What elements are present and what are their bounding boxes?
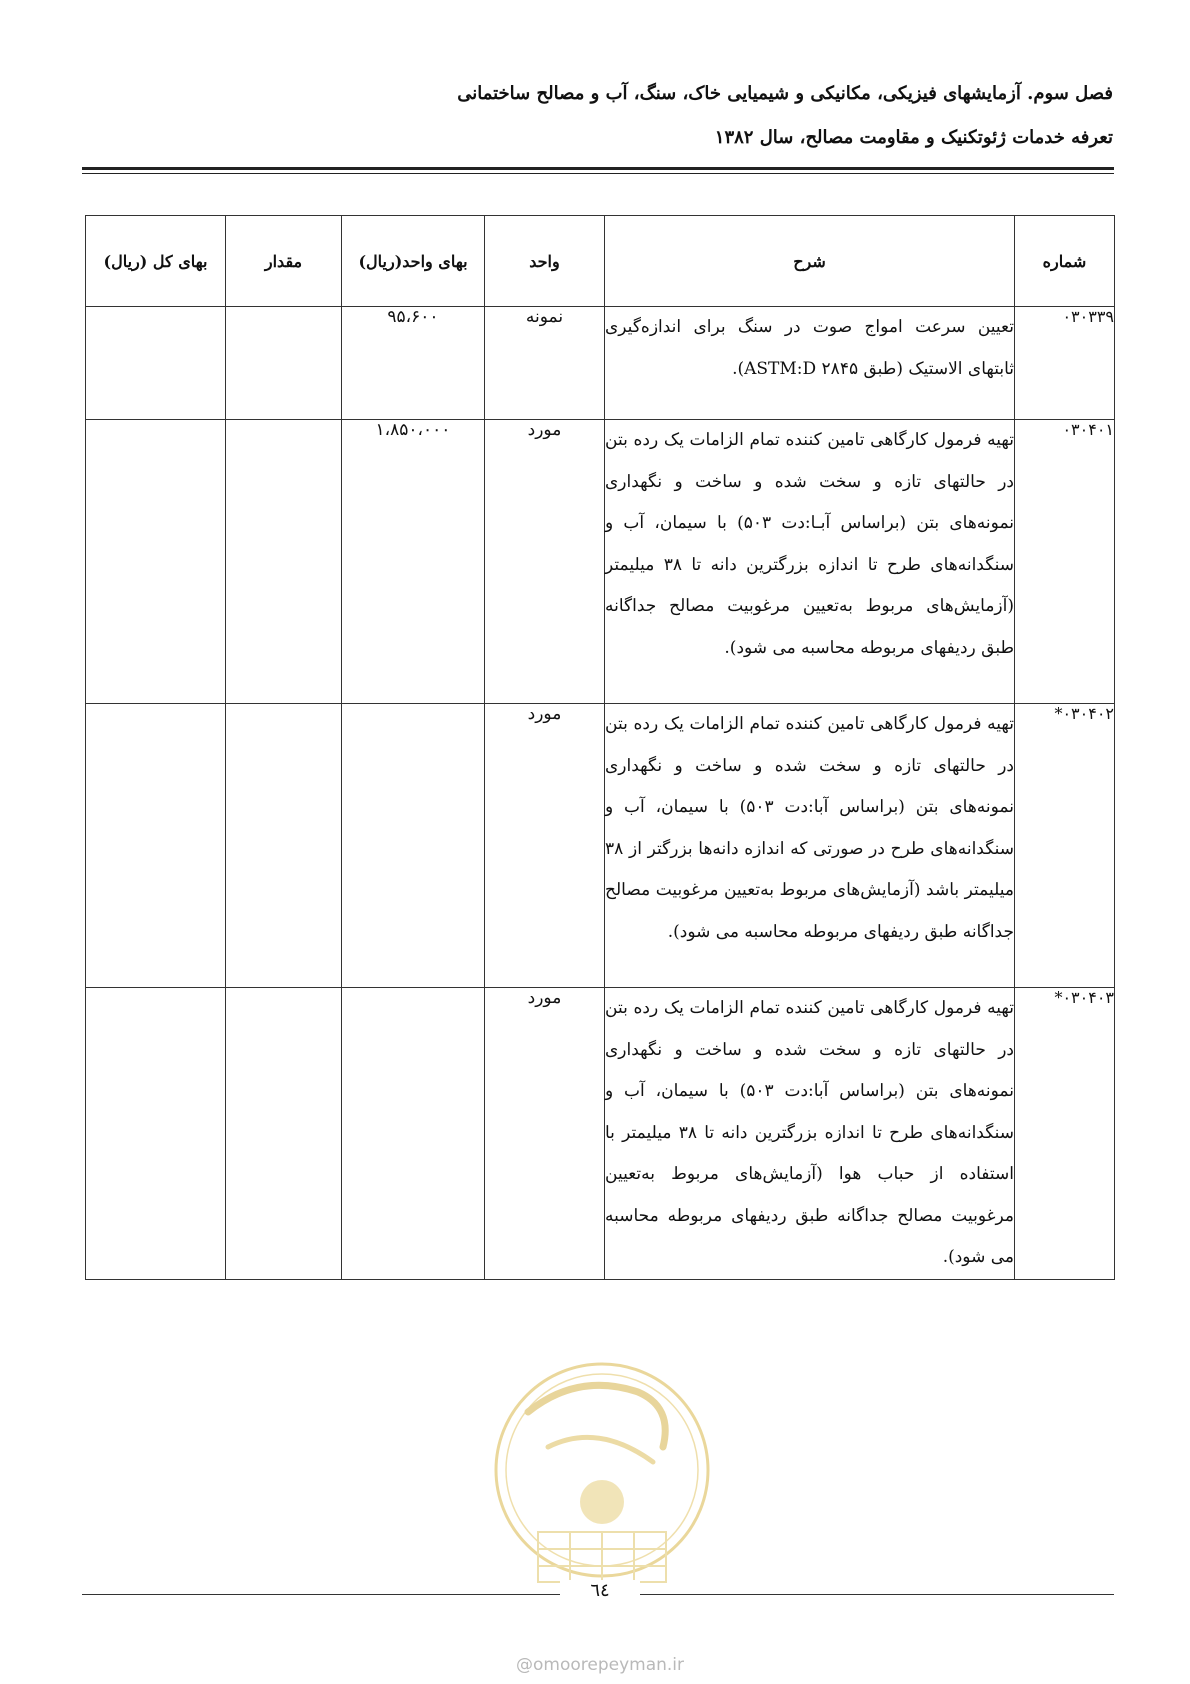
header-description: شرح xyxy=(605,216,1015,307)
header-unit: واحد xyxy=(485,216,605,307)
chapter-title: فصل سوم. آزمایشهای فیزیکی، مکانیکی و شیمیایی خاک، سنگ، آب و مصالح ساختمانی xyxy=(457,83,1113,104)
item-total-price xyxy=(86,420,226,704)
item-total-price xyxy=(86,704,226,988)
item-quantity xyxy=(226,704,342,988)
table-row xyxy=(86,988,1115,1280)
item-total-price xyxy=(86,307,226,420)
header-unit-price: بهای واحد(ریال) xyxy=(342,216,485,307)
page-number: ٦٤ xyxy=(560,1580,640,1601)
item-number: *۰۳۰۴۰۲ xyxy=(1015,704,1115,988)
item-number: ۰۳۰۳۳۹ xyxy=(1015,307,1115,420)
item-unit-price xyxy=(342,988,485,1280)
item-description: تهیه فرمول کارگاهی تامین کننده تمام الزامات یک رده بتن در حالتهای تازه و سخت شده و ساخت و نگهداری نمونه‌های بتن (براساس آبا:دت ۵۰۳) با سیمان، آب و سنگدانه‌های طرح در صورتی که اندازه دانه‌ها بزرگتر از ۳۸ میلیمتر باشد (آزمایش‌های مربوط به‌تعیین مرغوبیت مصالح جداگانه طبق ردیفهای مربوطه محاسبه می شود). xyxy=(605,704,1015,988)
table-row xyxy=(86,420,1115,704)
header-quantity: مقدار xyxy=(226,216,342,307)
tariff-table xyxy=(85,215,1115,1280)
table-row xyxy=(86,704,1115,988)
watermark-logo xyxy=(488,1352,716,1604)
table-row xyxy=(86,307,1115,420)
item-unit: مورد xyxy=(485,704,605,988)
item-unit: مورد xyxy=(485,420,605,704)
item-unit-price xyxy=(342,704,485,988)
header-number: شماره xyxy=(1015,216,1115,307)
item-quantity xyxy=(226,307,342,420)
document-title: تعرفه خدمات ژئوتکنیک و مقاومت مصالح، سال ۱۳۸۲ xyxy=(714,127,1113,148)
watermark-site: @omoorepeyman.ir xyxy=(515,1655,685,1675)
header-total-price: بهای کل (ریال) xyxy=(86,216,226,307)
page-header xyxy=(83,72,1113,160)
table-header-row xyxy=(86,216,1115,307)
item-description: تهیه فرمول کارگاهی تامین کننده تمام الزامات یک رده بتن در حالتهای تازه و سخت شده و ساخت و نگهداری نمونه‌های بتن (براساس آبا:دت ۵۰۳) با سیمان، آب و سنگدانه‌های طرح تا اندازه بزرگترین دانه تا ۳۸ میلیمتر با استفاده از حباب هوا (آزمایش‌های مربوط به‌تعیین مرغوبیت مصالح جداگانه طبق ردیفهای مربوطه محاسبه می شود). xyxy=(605,988,1015,1280)
item-unit-price: ۹۵،۶۰۰ xyxy=(342,307,485,420)
item-description: تهیه فرمول کارگاهی تامین کننده تمام الزامات یک رده بتن در حالتهای تازه و سخت شده و ساخت و نگهداری نمونه‌های بتن (براساس آبـا:دت ۵۰۳) با سیمان، آب و سنگدانه‌های طرح تا اندازه بزرگترین دانه تا ۳۸ میلیمتر (آزمایش‌های مربوط به‌تعیین مرغوبیت مصالح جداگانه طبق ردیفهای مربوطه محاسبه می شود). xyxy=(605,420,1015,704)
item-number: *۰۳۰۴۰۳ xyxy=(1015,988,1115,1280)
item-unit-price: ۱،۸۵۰،۰۰۰ xyxy=(342,420,485,704)
item-quantity xyxy=(226,420,342,704)
item-quantity xyxy=(226,988,342,1280)
item-unit: نمونه xyxy=(485,307,605,420)
header-rule-thin xyxy=(82,173,1114,174)
header-rule xyxy=(82,167,1114,170)
item-number: ۰۳۰۴۰۱ xyxy=(1015,420,1115,704)
item-total-price xyxy=(86,988,226,1280)
item-unit: مورد xyxy=(485,988,605,1280)
item-description: تعیین سرعت امواج صوت در سنگ برای اندازه‌گیری ثابتهای الاستیک (طبق ASTM:D ۲۸۴۵). xyxy=(605,307,1015,420)
